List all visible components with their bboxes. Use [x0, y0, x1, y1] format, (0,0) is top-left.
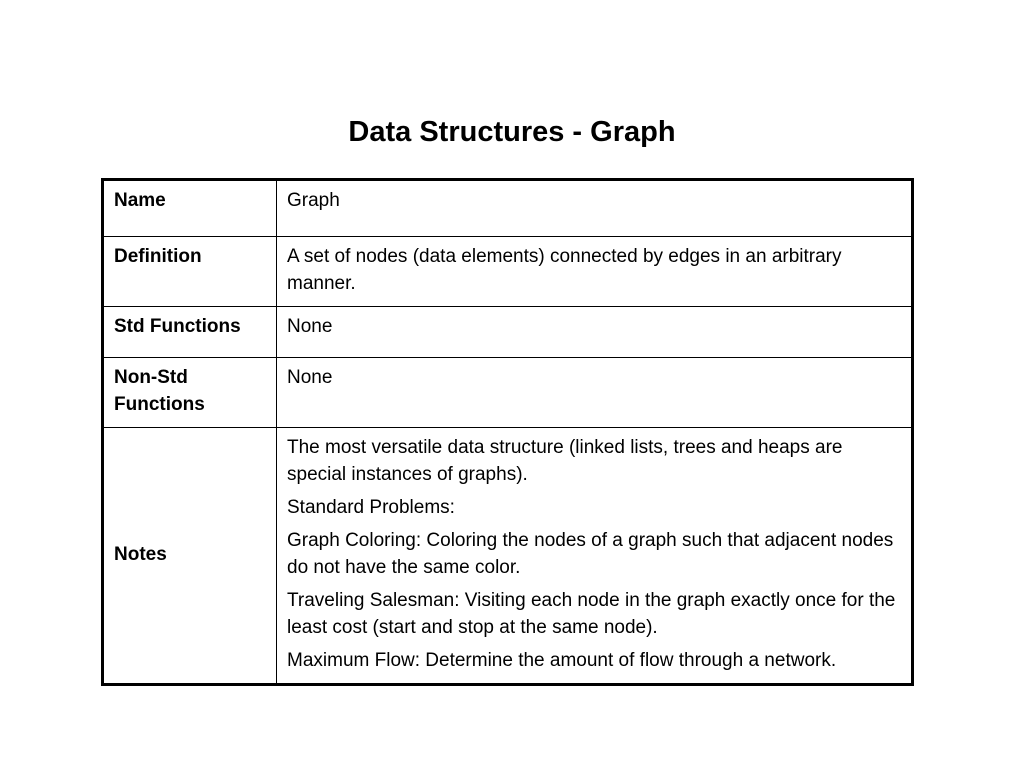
value-notes: [277, 428, 913, 685]
value-name: Graph: [277, 180, 913, 237]
label-name: Name: [103, 180, 277, 237]
label-definition: Definition: [103, 237, 277, 307]
note-paragraph: Maximum Flow: Determine the amount of flow through a network.: [287, 650, 837, 671]
note-paragraph: Graph Coloring: Coloring the nodes of a graph such that adjacent nodes do not have the same color.: [287, 530, 894, 578]
table-row-definition: [103, 237, 913, 307]
definition-table: [101, 178, 914, 686]
note-paragraph: The most versatile data structure (linked lists, trees and heaps are special instances of graphs).: [287, 437, 843, 485]
note-paragraph: Traveling Salesman: Visiting each node in the graph exactly once for the least cost (start and stop at the same node).: [287, 590, 896, 638]
note-paragraph: Standard Problems:: [287, 497, 455, 518]
table-row-notes: [103, 428, 913, 685]
table-row-name: [103, 180, 913, 237]
slide-title: Data Structures - Graph: [348, 116, 676, 148]
table-row-non-std-functions: [103, 358, 913, 428]
value-std-functions: None: [277, 307, 913, 358]
value-definition: A set of nodes (data elements) connected by edges in an arbitrary manner.: [277, 237, 913, 307]
value-non-std-functions: None: [277, 358, 913, 428]
table-row-std-functions: [103, 307, 913, 358]
label-non-std-functions: Non-Std Functions: [103, 358, 277, 428]
label-std-functions: Std Functions: [103, 307, 277, 358]
label-notes: Notes: [103, 428, 277, 685]
